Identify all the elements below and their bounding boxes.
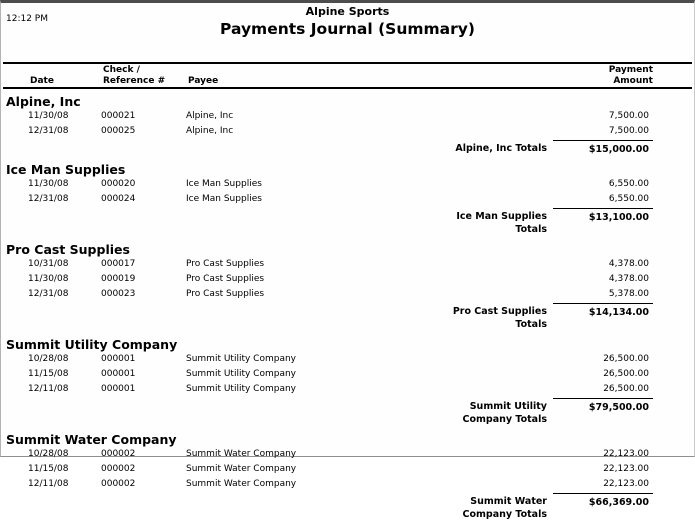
table-row [1,272,694,287]
column-header-check-line2: Reference # [103,75,166,86]
group-total-amount: $14,134.00 [553,303,653,331]
row-date: 11/15/08 [28,464,69,474]
table-row [1,447,694,462]
table-row [1,462,694,477]
table-row [1,177,694,192]
row-check-number: 000001 [101,384,136,394]
row-check-number: 000001 [101,354,136,364]
group-rows [1,177,694,207]
row-check-number: 000002 [101,479,136,489]
table-row [1,352,694,367]
row-date: 11/15/08 [28,369,69,379]
column-header-check-reference [103,65,188,86]
column-header-payee: Payee [188,75,219,86]
row-check-number: 000020 [101,179,136,189]
table-row [1,367,694,382]
row-payee: Summit Water Company [186,449,297,459]
row-payee: Summit Utility Company [186,369,296,379]
table-row [1,124,694,139]
group-totals-row [1,303,694,331]
row-date: 12/31/08 [28,289,69,299]
table-row [1,382,694,397]
row-check-number: 000002 [101,464,136,474]
row-amount: 6,550.00 [608,179,649,189]
row-amount: 5,378.00 [608,289,649,299]
table-row [1,257,694,272]
row-payee: Summit Water Company [186,479,297,489]
page-title: Payments Journal (Summary) [220,20,475,38]
row-amount: 22,123.00 [603,464,649,474]
row-date: 10/31/08 [28,259,69,269]
column-header-check-line1: Check / [103,65,140,75]
group-totals-label: Summit Utility Company Totals [462,401,547,425]
group-title: Alpine, Inc [6,94,81,109]
table-row [1,192,694,207]
row-payee: Pro Cast Supplies [186,274,265,284]
column-header-date: Date [30,75,54,86]
row-date: 11/30/08 [28,179,69,189]
group-totals-label: Ice Man Supplies Totals [456,211,547,235]
group-totals-label: Pro Cast Supplies Totals [452,306,547,330]
payee-group [1,242,694,331]
row-payee: Ice Man Supplies [186,194,262,204]
group-totals-row [1,140,694,156]
column-header-row [3,62,692,89]
row-date: 12/31/08 [28,194,69,204]
payee-group [1,432,694,521]
row-date: 12/31/08 [28,126,69,136]
group-title: Pro Cast Supplies [6,242,130,257]
group-rows [1,257,694,302]
row-amount: 4,378.00 [608,259,649,269]
group-totals-label: Summit Water Company Totals [462,496,547,520]
row-date: 11/30/08 [28,274,69,284]
table-row [1,287,694,302]
row-check-number: 000001 [101,369,136,379]
row-payee: Summit Utility Company [186,354,296,364]
row-amount: 26,500.00 [603,354,649,364]
table-row [1,109,694,124]
report-time: 12:12 PM [6,14,48,24]
row-payee: Alpine, Inc [186,126,234,136]
payee-group [1,162,694,236]
group-totals-row [1,398,694,426]
row-payee: Ice Man Supplies [186,179,262,189]
row-payee: Pro Cast Supplies [186,259,265,269]
row-amount: 4,378.00 [608,274,649,284]
group-rows [1,109,694,139]
row-payee: Summit Water Company [186,464,297,474]
row-amount: 22,123.00 [603,479,649,489]
row-amount: 6,550.00 [608,194,649,204]
table-row [1,477,694,492]
row-check-number: 000024 [101,194,136,204]
group-rows [1,352,694,397]
row-payee: Alpine, Inc [186,111,234,121]
row-date: 12/11/08 [28,384,69,394]
row-date: 10/28/08 [28,449,69,459]
company-name: Alpine Sports [305,5,390,18]
group-total-amount: $15,000.00 [553,140,653,156]
row-check-number: 000025 [101,126,136,136]
group-total-amount: $13,100.00 [553,208,653,236]
group-rows [1,447,694,492]
column-header-amount-line1: Payment [608,65,653,75]
row-amount: 26,500.00 [603,384,649,394]
column-header-payment-amount [555,65,655,86]
group-total-amount: $79,500.00 [553,398,653,426]
report-body [1,88,694,521]
row-amount: 7,500.00 [608,126,649,136]
row-check-number: 000023 [101,289,136,299]
group-title: Ice Man Supplies [6,162,126,177]
group-totals-label: Alpine, Inc Totals [455,143,547,154]
group-totals-row [1,208,694,236]
group-totals-row [1,493,694,521]
row-date: 12/11/08 [28,479,69,489]
row-date: 11/30/08 [28,111,69,121]
row-check-number: 000017 [101,259,136,269]
row-amount: 26,500.00 [603,369,649,379]
payee-group [1,337,694,426]
row-check-number: 000019 [101,274,136,284]
row-amount: 7,500.00 [608,111,649,121]
column-header-amount-line2: Amount [613,75,653,86]
row-date: 10/28/08 [28,354,69,364]
group-title: Summit Water Company [6,432,177,447]
row-payee: Pro Cast Supplies [186,289,265,299]
row-check-number: 000021 [101,111,136,121]
row-payee: Summit Utility Company [186,384,296,394]
payee-group [1,94,694,156]
group-title: Summit Utility Company [6,337,178,352]
group-total-amount: $66,369.00 [553,493,653,521]
row-check-number: 000002 [101,449,136,459]
row-amount: 22,123.00 [603,449,649,459]
